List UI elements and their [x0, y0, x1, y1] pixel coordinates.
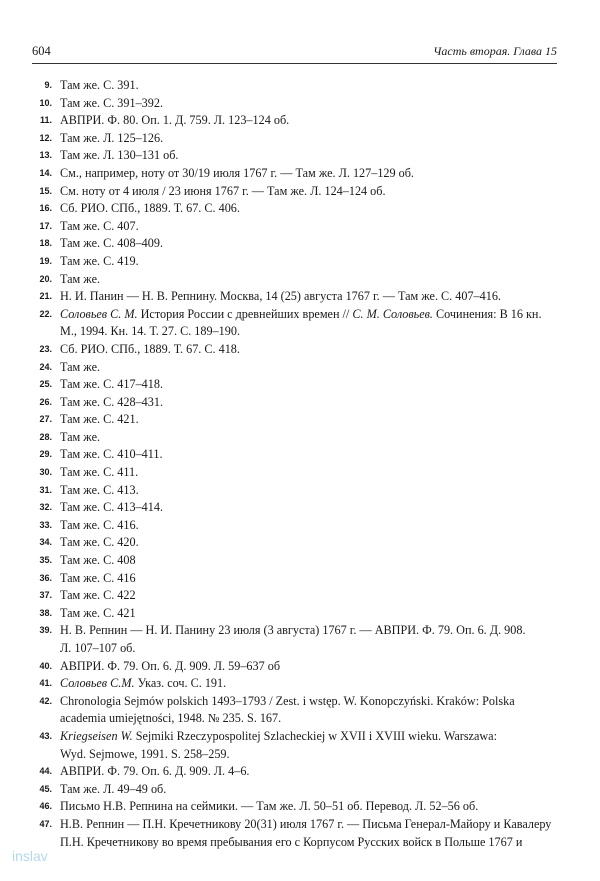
endnote-line	[60, 517, 560, 535]
endnote	[30, 587, 560, 605]
citation-text: АВПРИ. Ф. 80. Оп. 1. Д. 759. Л. 123–124 об.	[60, 113, 290, 128]
citation-text: См. ноту от 4 июля / 23 июня 1767 г. — Там же. Л. 124–124 об.	[60, 183, 386, 198]
endnote-number: 20.	[39, 273, 52, 284]
endnote-number: 47.	[39, 818, 52, 829]
author-name: Kriegseisen W.	[60, 728, 133, 743]
endnote-number: 37.	[39, 590, 52, 601]
endnote-number: 33.	[39, 519, 52, 530]
endnote-line	[60, 710, 560, 728]
page-number: 604	[32, 44, 51, 58]
endnote-line	[60, 834, 560, 852]
endnote	[30, 728, 560, 763]
endnote	[30, 552, 560, 570]
endnote-number: 34.	[39, 537, 52, 548]
endnote	[30, 271, 560, 289]
watermark: inslav	[12, 848, 48, 864]
endnote-number: 21.	[39, 291, 52, 302]
endnote-number: 46.	[39, 801, 52, 812]
citation-text: academia umiejętności, 1948. № 235. S. 167.	[60, 711, 282, 726]
endnote	[30, 429, 560, 447]
endnote-line	[60, 183, 560, 201]
endnote-line	[60, 587, 560, 605]
endnote	[30, 570, 560, 588]
endnote	[30, 658, 560, 676]
endnote-line	[60, 288, 560, 306]
citation-text: Там же. С. 408	[60, 553, 136, 568]
endnote	[30, 816, 560, 851]
endnote-line	[60, 552, 560, 570]
endnote-line	[60, 429, 560, 447]
citation-text: П.Н. Кречетникову во время пребывания его с Корпусом Русских войск в Польше 1767 и	[60, 834, 523, 849]
endnote	[30, 235, 560, 253]
citation-text: Н.В. Репнин — П.Н. Кречетникову 20(31) июля 1767 г. — Письма Генерал-Майору и Кавалеру	[60, 816, 552, 831]
endnote-line	[60, 746, 560, 764]
citation-text: Н. В. Репнин — Н. И. Панину 23 июля (3 августа) 1767 г. — АВПРИ. Ф. 79. Оп. 6. Д. 908.	[60, 623, 526, 638]
endnote	[30, 200, 560, 218]
endnote-number: 18.	[39, 238, 52, 249]
citation-text: Chronologia Sejmów polskich 1493–1793 / Zest. i wstęp. W. Konopczyński. Kraków: Polska	[60, 693, 515, 708]
endnotes-list	[30, 77, 560, 851]
endnote-line	[60, 728, 560, 746]
citation-text: АВПРИ. Ф. 79. Оп. 6. Д. 909. Л. 4–6.	[60, 764, 250, 779]
endnote-number: 26.	[39, 396, 52, 407]
endnote	[30, 359, 560, 377]
endnote-line	[60, 271, 560, 289]
endnote	[30, 798, 560, 816]
endnote	[30, 605, 560, 623]
endnote-number: 15.	[39, 185, 52, 196]
endnote-line	[60, 781, 560, 799]
citation-text: Sejmiki Rzeczypospolitej Szlacheckiej w XVII i XVIII wieku. Warszawa:	[132, 728, 497, 743]
endnote-line	[60, 359, 560, 377]
citation-text: Там же. С. 391.	[60, 78, 139, 92]
citation-text: См., например, ноту от 30/19 июля 1767 г. — Там же. Л. 127–129 об.	[60, 165, 414, 180]
endnote	[30, 622, 560, 657]
endnote-number: 14.	[39, 167, 52, 178]
endnote-number: 44.	[39, 766, 52, 777]
endnote	[30, 781, 560, 799]
endnote-number: 32.	[39, 502, 52, 513]
endnote	[30, 253, 560, 271]
endnote-line	[60, 658, 560, 676]
endnote-line	[60, 165, 560, 183]
endnote-line	[60, 464, 560, 482]
endnote-number: 42.	[39, 695, 52, 706]
endnote-number: 40.	[39, 660, 52, 671]
citation-text: Там же.	[60, 429, 101, 444]
citation-text: История России с древнейших времен //	[137, 306, 353, 321]
endnote	[30, 482, 560, 500]
citation-text: Там же. С. 391–392.	[60, 95, 163, 110]
endnote-line	[60, 235, 560, 253]
endnote-line	[60, 323, 560, 341]
author-name: Соловьев С. М.	[60, 306, 138, 321]
citation-text: Л. 107–107 об.	[60, 641, 136, 655]
endnote-number: 24.	[39, 361, 52, 372]
citation-text: Там же. С. 413–414.	[60, 500, 163, 515]
citation-text: Там же. С. 417–418.	[60, 377, 163, 392]
endnote	[30, 112, 560, 130]
endnote	[30, 376, 560, 394]
citation-text: Там же. С. 411.	[60, 465, 139, 480]
endnote-number: 10.	[39, 97, 52, 108]
citation-text: Н. И. Панин — Н. В. Репнину. Москва, 14 (25) августа 1767 г. — Там же. С. 407–416.	[60, 289, 501, 304]
endnote-number: 23.	[39, 343, 52, 354]
endnote-line	[60, 77, 560, 95]
endnote	[30, 341, 560, 359]
endnote-number: 11.	[39, 115, 52, 126]
endnote	[30, 411, 560, 429]
citation-text: Там же. С. 419.	[60, 253, 139, 268]
citation-text: Wyd. Sejmowe, 1991. S. 258–259.	[60, 746, 230, 761]
author-name: Соловьев С.М.	[60, 676, 135, 691]
endnote-number: 36.	[39, 572, 52, 583]
citation-text: Письмо Н.В. Репнина на сеймики. — Там же. Л. 50–51 об. Перевод. Л. 52–56 об.	[60, 799, 479, 814]
endnote-number: 22.	[39, 308, 52, 319]
citation-text: Там же. С. 416.	[60, 517, 139, 532]
endnote-line	[60, 253, 560, 271]
endnote-number: 28.	[39, 431, 52, 442]
endnote-line	[60, 112, 560, 130]
citation-text: Там же. Л. 49–49 об.	[60, 781, 167, 796]
endnote	[30, 464, 560, 482]
endnote	[30, 147, 560, 165]
endnote-number: 9.	[44, 80, 52, 90]
endnote-line	[60, 763, 560, 781]
endnote	[30, 306, 560, 341]
citation-text: Там же. С. 413.	[60, 482, 139, 497]
page-header	[32, 44, 557, 62]
citation-text: Там же. С. 421.	[60, 412, 139, 427]
endnote-line	[60, 341, 560, 359]
endnote-line	[60, 605, 560, 623]
endnote-line	[60, 306, 560, 324]
endnote-number: 35.	[39, 555, 52, 566]
citation-text: Указ. соч. С. 191.	[134, 676, 227, 691]
endnote-number: 17.	[39, 220, 52, 231]
citation-text: Там же.	[60, 271, 101, 286]
endnote-number: 31.	[39, 484, 52, 495]
endnote-number: 16.	[39, 203, 52, 214]
endnote-number: 27.	[39, 414, 52, 425]
endnote-line	[60, 693, 560, 711]
endnote	[30, 95, 560, 113]
endnote-line	[60, 499, 560, 517]
endnote-line	[60, 640, 560, 658]
endnote	[30, 394, 560, 412]
endnote	[30, 763, 560, 781]
endnote-line	[60, 534, 560, 552]
endnote-number: 45.	[39, 783, 52, 794]
endnote	[30, 165, 560, 183]
citation-text: М., 1994. Кн. 14. Т. 27. С. 189–190.	[60, 324, 240, 339]
endnote	[30, 675, 560, 693]
endnote-line	[60, 147, 560, 165]
endnote-line	[60, 816, 560, 834]
endnote	[30, 534, 560, 552]
endnote-line	[60, 376, 560, 394]
endnote-number: 25.	[39, 379, 52, 390]
citation-text: Сб. РИО. СПб., 1889. Т. 67. С. 418.	[60, 341, 240, 356]
endnote-line	[60, 200, 560, 218]
citation-text: Там же.	[60, 359, 101, 374]
citation-text: Там же. С. 407.	[60, 218, 139, 233]
endnote-number: 12.	[39, 132, 52, 143]
endnote	[30, 288, 560, 306]
endnote-number: 30.	[39, 467, 52, 478]
citation-text: Там же. С. 422	[60, 588, 136, 603]
endnote-number: 29.	[39, 449, 52, 460]
author-name: С. М. Соловьев.	[352, 306, 433, 321]
citation-text: Там же. С. 420.	[60, 535, 139, 550]
endnote-line	[60, 218, 560, 236]
endnote	[30, 183, 560, 201]
endnote-number: 43.	[39, 730, 52, 741]
endnote-line	[60, 622, 560, 640]
citation-text: Там же. С. 416	[60, 570, 136, 585]
citation-text: Там же. Л. 125–126.	[60, 130, 164, 145]
endnote	[30, 130, 560, 148]
endnote	[30, 218, 560, 236]
endnote-line	[60, 411, 560, 429]
endnote-number: 13.	[39, 150, 52, 161]
endnote-line	[60, 95, 560, 113]
citation-text: Там же. С. 421	[60, 605, 136, 620]
citation-text: АВПРИ. Ф. 79. Оп. 6. Д. 909. Л. 59–637 об	[60, 658, 281, 673]
endnote-line	[60, 482, 560, 500]
endnote-number: 38.	[39, 607, 52, 618]
citation-text: Там же. С. 428–431.	[60, 394, 163, 409]
endnote-number: 19.	[39, 255, 52, 266]
endnote-line	[60, 394, 560, 412]
endnote-line	[60, 798, 560, 816]
endnote-number: 39.	[39, 625, 52, 636]
running-title: Часть вторая. Глава 15	[433, 44, 557, 58]
citation-text: Сб. РИО. СПб., 1889. Т. 67. С. 406.	[60, 201, 240, 216]
endnote	[30, 499, 560, 517]
endnote	[30, 693, 560, 728]
endnote-line	[60, 446, 560, 464]
header-rule	[32, 63, 557, 64]
citation-text: Там же. С. 410–411.	[60, 447, 163, 462]
citation-text: Там же. С. 408–409.	[60, 236, 163, 251]
citation-text: Там же. Л. 130–131 об.	[60, 148, 179, 163]
endnote-line	[60, 570, 560, 588]
citation-text: Сочинения: В 16 кн.	[432, 306, 542, 321]
endnote-number: 41.	[39, 678, 52, 689]
endnote-line	[60, 130, 560, 148]
endnote	[30, 77, 560, 95]
endnote	[30, 517, 560, 535]
endnote	[30, 446, 560, 464]
endnote-line	[60, 675, 560, 693]
